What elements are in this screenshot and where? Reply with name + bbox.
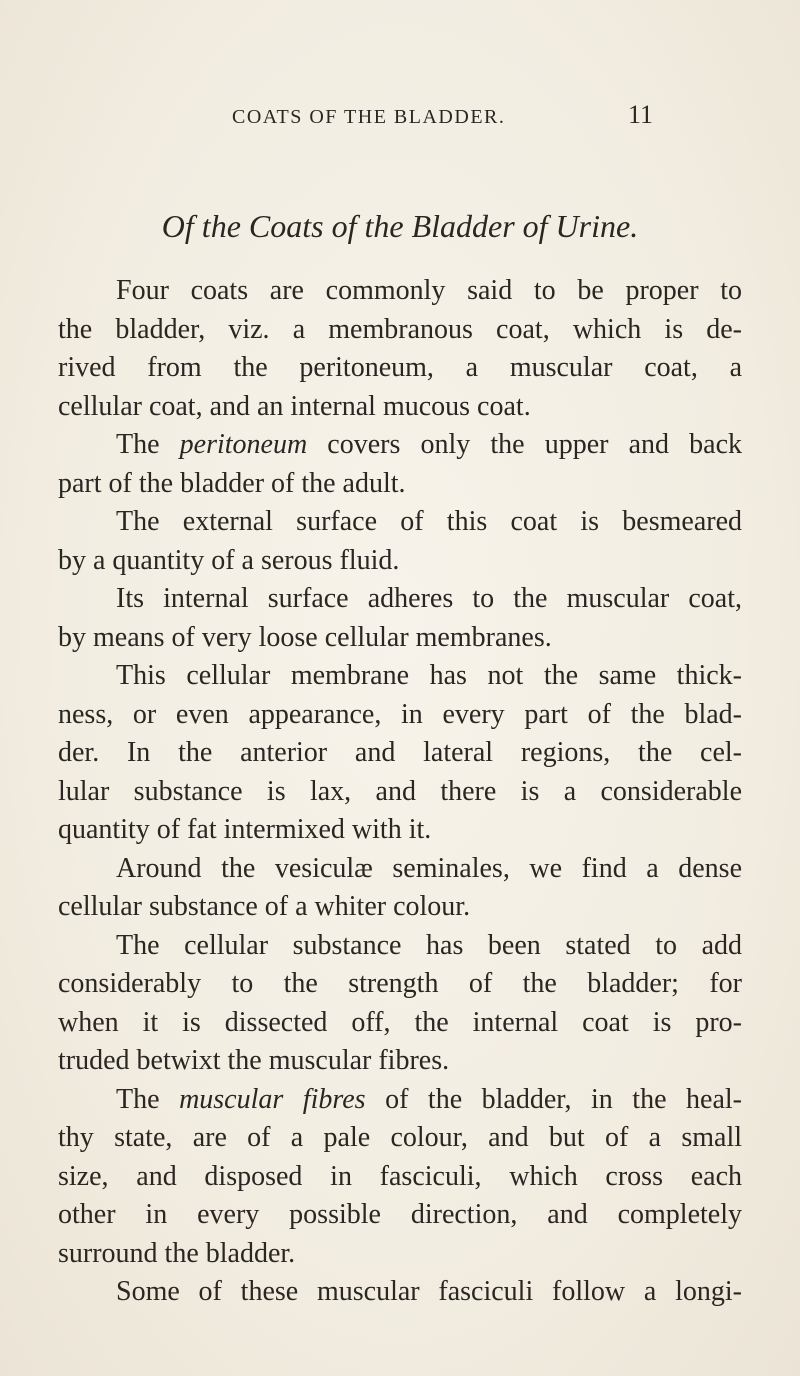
text-line: part of the bladder of the adult. (58, 467, 406, 499)
text-line: Some of these muscular fasciculi follow a longi- (116, 1276, 742, 1307)
section-title: Of the Coats of the Bladder of Urine. (161, 208, 639, 244)
text-line: ness, or even appearance, in every part of the blad- (58, 698, 742, 730)
text-line: size, and disposed in fasciculi, which cross each (58, 1160, 742, 1192)
text-line: lular substance is lax, and there is a considerable (58, 775, 742, 807)
text-line: cellular substance of a whiter colour. (58, 891, 471, 922)
text-line: Around the vesiculæ seminales, we find a dense (116, 852, 742, 884)
text-line: by a quantity of a serous fluid. (58, 544, 400, 576)
text-line: The cellular substance has been stated to add (116, 929, 742, 961)
text-line: der. In the anterior and lateral regions, the cel- (58, 737, 742, 768)
text-line: the bladder, viz. a membranous coat, which is de- (58, 313, 742, 345)
text-line (58, 426, 742, 465)
running-head: COATS OF THE BLADDER. (232, 106, 506, 128)
text-line: truded betwixt the muscular fibres. (58, 1045, 450, 1076)
text-run: of the bladder, in the heal- (365, 1083, 742, 1115)
text-line (58, 1081, 742, 1120)
text-line: surround the bladder. (58, 1237, 296, 1269)
body-text (58, 272, 742, 1312)
italic-term: peritoneum (179, 429, 308, 460)
text-line: cellular coat, and an internal mucous coat. (58, 390, 531, 422)
text-run: covers only the upper and back (307, 429, 742, 460)
text-line: Its internal surface adheres to the muscular coat, (116, 583, 742, 614)
text-run: The (116, 1083, 180, 1115)
text-line: This cellular membrane has not the same thick- (116, 660, 742, 691)
text-line: considerably to the strength of the bladder; for (58, 968, 742, 999)
text-line: quantity of fat intermixed with it. (58, 814, 432, 845)
text-line: Four coats are commonly said to be proper to (116, 275, 742, 306)
italic-term: muscular fibres (179, 1083, 366, 1115)
text-line: by means of very loose cellular membranes. (58, 621, 552, 653)
text-line: when it is dissected off, the internal coat is pro- (58, 1006, 742, 1038)
text-line: The external surface of this coat is besmeared (116, 506, 742, 537)
page-number: 11 (628, 100, 654, 129)
text-run: The (116, 429, 180, 460)
text-line: other in every possible direction, and completely (58, 1199, 742, 1230)
text-line: thy state, are of a pale colour, and but of a small (58, 1122, 742, 1153)
text-line: rived from the peritoneum, a muscular coat, a (58, 352, 742, 383)
